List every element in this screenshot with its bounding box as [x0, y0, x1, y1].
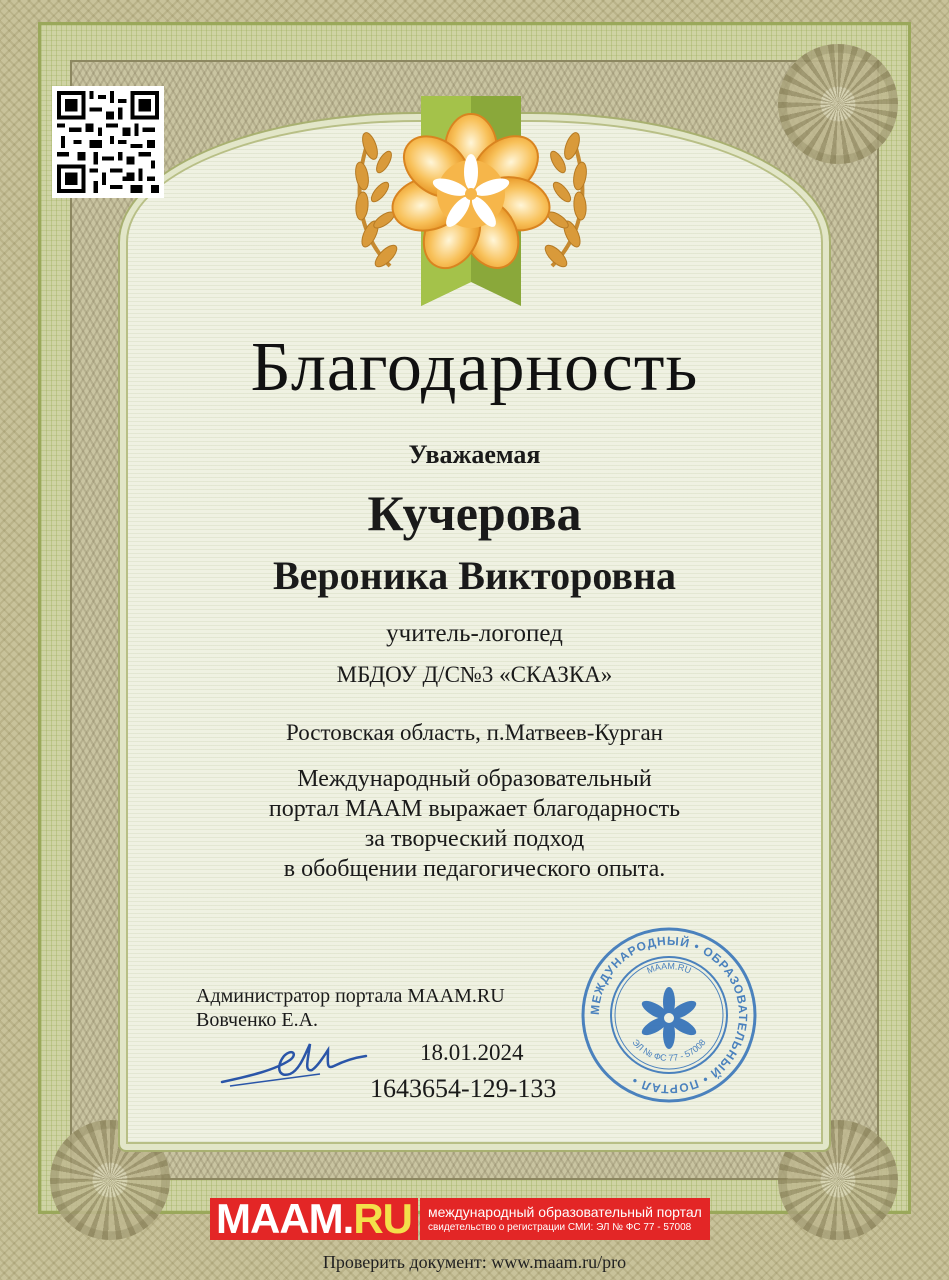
issue-date: 18.01.2024 [420, 1040, 524, 1065]
administrator-block [196, 984, 505, 1032]
recipient-organization: МБДОУ Д/С№3 «СКАЗКА» [336, 662, 613, 687]
logo-main-text: MAAM. [216, 1195, 354, 1242]
gratitude-message [0, 764, 949, 884]
document-number: 1643654-129-133 [370, 1074, 557, 1103]
recipient-given-names: Вероника Викторовна [272, 553, 676, 598]
maam-logo[interactable] [210, 1195, 710, 1242]
recipient-region: Ростовская область, п.Матвеев-Курган [285, 720, 663, 745]
svg-text:МЕЖДУНАРОДНЫЙ • ОБРАЗОВАТЕЛЬНЫ: МЕЖДУНАРОДНЫЙ • ОБРАЗОВАТЕЛЬНЫЙ • ПОРТАЛ • [587, 933, 751, 1097]
logo-description-line1: международный образовательный портал [427, 1204, 702, 1220]
administrator-title: Администратор портала MAAM.RU [196, 985, 505, 1007]
administrator-name: Вовченко Е.А. [196, 1009, 319, 1031]
svg-text:MAAM.RU: MAAM.RU [645, 960, 693, 976]
logo-description [420, 1198, 710, 1240]
flower-laurel-emblem-icon [340, 96, 602, 314]
corner-rosette-top-right [778, 44, 898, 164]
logo-description-line2: свидетельство о регистрации СМИ: ЭЛ № ФС 77 - 57008 [427, 1222, 692, 1233]
message-line: портал МААМ выражает благодарность [268, 796, 681, 822]
logo-wordmark [210, 1195, 418, 1242]
message-line: в обобщении педагогического опыта. [283, 856, 666, 882]
recipient-position: учитель-логопед [386, 620, 563, 647]
certificate-title: Благодарность [250, 329, 699, 406]
message-line: за творческий подход [364, 826, 585, 852]
recipient-surname: Кучерова [367, 485, 582, 541]
salutation: Уважаемая [408, 440, 541, 469]
round-stamp-seal [580, 926, 758, 1104]
handwritten-signature [220, 1030, 370, 1090]
qr-code-icon[interactable] [52, 86, 164, 198]
message-line: Международный образовательный [297, 766, 652, 792]
verify-document-link[interactable]: Проверить документ: www.maam.ru/pro [322, 1252, 627, 1272]
logo-ru-text: RU [353, 1195, 412, 1242]
svg-text:ЭЛ № ФС 77 - 57008: ЭЛ № ФС 77 - 57008 [630, 1037, 708, 1064]
